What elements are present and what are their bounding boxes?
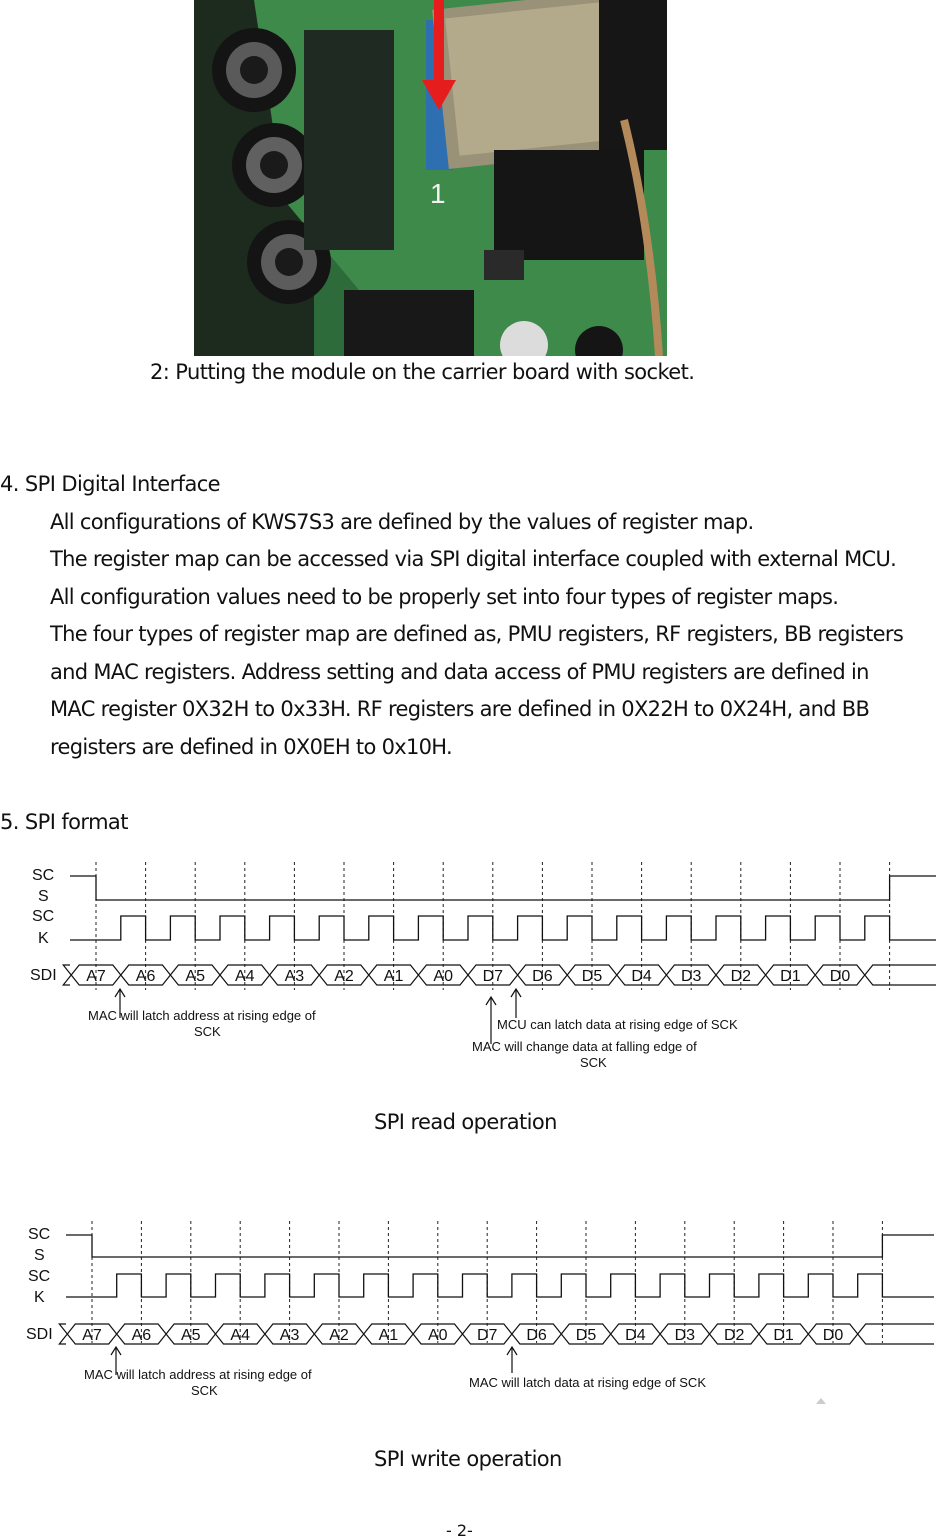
sdi-bit-label: A3 bbox=[279, 1327, 300, 1344]
sdi-bit-label: A2 bbox=[329, 1327, 349, 1344]
sdi-bit-label: A4 bbox=[230, 1327, 250, 1344]
scs-label: S bbox=[38, 888, 49, 905]
sdi-label: SDI bbox=[30, 967, 57, 984]
note-latch-address-cont: SCK bbox=[191, 1383, 218, 1398]
spi-write-caption: SPI write operation bbox=[374, 1447, 562, 1471]
sdi-bit-label: D1 bbox=[773, 1327, 794, 1344]
scs-label: S bbox=[34, 1247, 45, 1264]
sdi-bit-label: A5 bbox=[181, 1327, 201, 1344]
photo-marker-label: 1 bbox=[430, 178, 446, 209]
sck-label: K bbox=[38, 930, 49, 947]
scs-waveform bbox=[70, 876, 936, 900]
sdi-lead-out bbox=[858, 1324, 934, 1344]
arrow-change-data bbox=[486, 997, 496, 1044]
sdi-lead-in bbox=[63, 965, 71, 985]
sdi-bit-label: A1 bbox=[383, 968, 404, 985]
sdi-bit-label: A0 bbox=[433, 968, 453, 985]
note-mcu-latch: MCU can latch data at rising edge of SCK bbox=[497, 1017, 738, 1032]
page-number: - 2- bbox=[446, 1521, 473, 1540]
sdi-bit-label: A6 bbox=[131, 1327, 152, 1344]
note-latch-data: MAC will latch data at rising edge of SCK bbox=[469, 1375, 706, 1390]
sdi-bit-label: D3 bbox=[674, 1327, 696, 1344]
sdi-lead-in bbox=[59, 1324, 67, 1344]
sdi-bit-label: D3 bbox=[680, 968, 702, 985]
sdi-bit-label: D0 bbox=[829, 968, 851, 985]
section-4-heading: 4. SPI Digital Interface bbox=[0, 472, 220, 496]
figure-caption: 2: Putting the module on the carrier board with socket. bbox=[150, 360, 695, 384]
sdi-bit-label: A5 bbox=[185, 968, 205, 985]
sdi-bit-label: A6 bbox=[135, 968, 156, 985]
spi-read-caption: SPI read operation bbox=[374, 1110, 557, 1134]
sck-label: SC bbox=[28, 1268, 51, 1285]
sdi-bit-label: D6 bbox=[532, 968, 553, 985]
module-photo bbox=[194, 0, 667, 356]
section-4-line: The register map can be accessed via SPI digital interface coupled with external MCU. bbox=[50, 547, 897, 571]
sck-waveform bbox=[66, 1274, 934, 1297]
section-4-line: All configurations of KWS7S3 are defined by the values of register map. bbox=[50, 510, 754, 534]
note-change-data-cont: SCK bbox=[580, 1055, 607, 1070]
spi-read-timing-diagram bbox=[0, 858, 938, 1078]
sdi-lead-out bbox=[865, 965, 936, 985]
sck-waveform bbox=[70, 916, 936, 940]
sdi-bit-label: A2 bbox=[334, 968, 354, 985]
sck-label: K bbox=[34, 1289, 45, 1306]
sck-label: SC bbox=[32, 908, 55, 925]
section-4-line: and MAC registers. Address setting and data access of PMU registers are defined in bbox=[50, 660, 869, 684]
sdi-bit-label: D4 bbox=[625, 1327, 646, 1344]
sdi-bit-label: A7 bbox=[86, 968, 106, 985]
sdi-bit-label: D4 bbox=[631, 968, 652, 985]
section-5-heading: 5. SPI format bbox=[0, 810, 128, 834]
scroll-marker-icon bbox=[816, 1398, 826, 1404]
sdi-bit-label: A0 bbox=[428, 1327, 448, 1344]
sdi-bit-label: D6 bbox=[526, 1327, 547, 1344]
sdi-bit-label: D1 bbox=[780, 968, 801, 985]
sdi-bit-label: D5 bbox=[575, 1327, 597, 1344]
scs-label: SC bbox=[32, 867, 55, 884]
section-4-line: MAC register 0X32H to 0x33H. RF registers are defined in 0X22H to 0X24H, and BB bbox=[50, 697, 870, 721]
scs-waveform bbox=[66, 1235, 934, 1257]
sdi-bit-label: D0 bbox=[822, 1327, 844, 1344]
sdi-bit-label: A7 bbox=[82, 1327, 102, 1344]
note-change-data: MAC will change data at falling edge of bbox=[472, 1039, 697, 1054]
note-latch-address-cont: SCK bbox=[194, 1024, 221, 1039]
sdi-bit-label: D5 bbox=[581, 968, 603, 985]
sdi-bit-label: D2 bbox=[730, 968, 752, 985]
arrow-latch-data bbox=[507, 1347, 517, 1373]
sdi-bit-label: D7 bbox=[476, 1327, 498, 1344]
note-latch-address: MAC will latch address at rising edge of bbox=[84, 1367, 312, 1382]
scs-label: SC bbox=[28, 1226, 51, 1243]
arrow-mcu-latch bbox=[511, 989, 521, 1018]
sdi-label: SDI bbox=[26, 1326, 53, 1343]
sdi-bit-label: A3 bbox=[284, 968, 305, 985]
sdi-bit-label: A4 bbox=[235, 968, 255, 985]
sdi-bit-label: D2 bbox=[723, 1327, 745, 1344]
section-4-line: All configuration values need to be properly set into four types of register maps. bbox=[50, 585, 839, 609]
spi-write-timing-diagram bbox=[0, 1217, 938, 1407]
sdi-bit-label: D7 bbox=[482, 968, 504, 985]
section-4-line: The four types of register map are defined as, PMU registers, RF registers, BB registers bbox=[50, 622, 904, 646]
sdi-bit-label: A1 bbox=[378, 1327, 399, 1344]
section-4-line: registers are defined in 0X0EH to 0x10H. bbox=[50, 735, 452, 759]
note-latch-address: MAC will latch address at rising edge of bbox=[88, 1008, 316, 1023]
